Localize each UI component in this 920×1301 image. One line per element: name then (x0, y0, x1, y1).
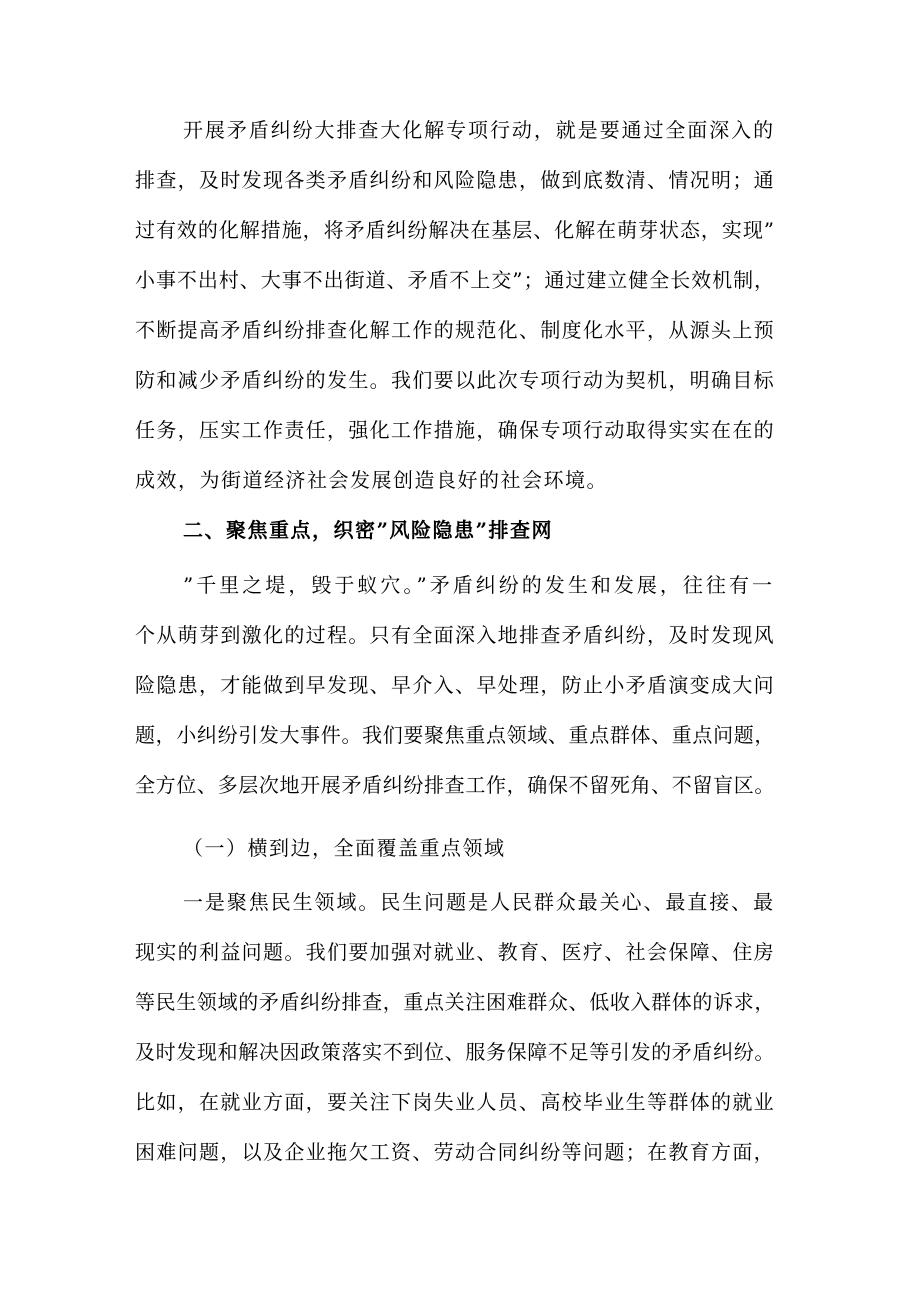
paragraph-1-line-8: 成效，为街道经济社会发展创造良好的社会环境。 (135, 468, 608, 492)
paragraph-3-line-1: 一是聚焦民生领域。民生问题是人民群众最关心、最直接、最 (183, 890, 775, 914)
paragraph-3-line-6: 困难问题，以及企业拖欠工资、劳动合同纠纷等问题；在教育方面， (135, 1140, 775, 1164)
paragraph-1-line-4: 小事不出村、大事不出街道、矛盾不上交”；通过建立健全长效机制， (135, 268, 775, 292)
paragraph-3-line-2: 现实的利益问题。我们要加强对就业、教育、医疗、社会保障、住房 (135, 940, 775, 964)
paragraph-1-line-7: 任务，压实工作责任，强化工作措施，确保专项行动取得实实在在的 (135, 418, 775, 442)
paragraph-2-line-3: 险隐患，才能做到早发现、早介入、早处理，防止小矛盾演变成大问 (135, 673, 775, 697)
paragraph-3-line-5: 比如，在就业方面，要关注下岗失业人员、高校毕业生等群体的就业 (135, 1090, 775, 1114)
paragraph-3-line-4: 及时发现和解决因政策落实不到位、服务保障不足等引发的矛盾纠纷。 (135, 1040, 775, 1064)
paragraph-1-line-3: 过有效的化解措施，将矛盾纠纷解决在基层、化解在萌芽状态，实现” (135, 218, 775, 242)
paragraph-1-line-6: 防和减少矛盾纠纷的发生。我们要以此次专项行动为契机，明确目标 (135, 368, 775, 392)
paragraph-2-line-5: 全方位、多层次地开展矛盾纠纷排查工作，确保不留死角、不留盲区。 (135, 773, 775, 797)
paragraph-2-line-2: 个从萌芽到激化的过程。只有全面深入地排查矛盾纠纷，及时发现风 (135, 623, 775, 647)
section-heading-2: 二、聚焦重点，织密”风险隐患”排查网 (183, 518, 554, 542)
paragraph-1-line-1: 开展矛盾纠纷大排查大化解专项行动，就是要通过全面深入的 (183, 118, 775, 142)
paragraph-2-line-1: ”千里之堤，毁于蚁穴。”矛盾纠纷的发生和发展，往往有一 (183, 573, 775, 597)
paragraph-1-line-2: 排查，及时发现各类矛盾纠纷和风险隐患，做到底数清、情况明；通 (135, 168, 775, 192)
paragraph-1-line-5: 不断提高矛盾纠纷排查化解工作的规范化、制度化水平，从源头上预 (135, 318, 775, 342)
paragraph-2-line-4: 题，小纠纷引发大事件。我们要聚焦重点领域、重点群体、重点问题， (135, 723, 775, 747)
subheading-1: （一）横到边，全面覆盖重点领域 (183, 836, 506, 860)
paragraph-3-line-3: 等民生领域的矛盾纠纷排查，重点关注困难群众、低收入群体的诉求， (135, 990, 775, 1014)
